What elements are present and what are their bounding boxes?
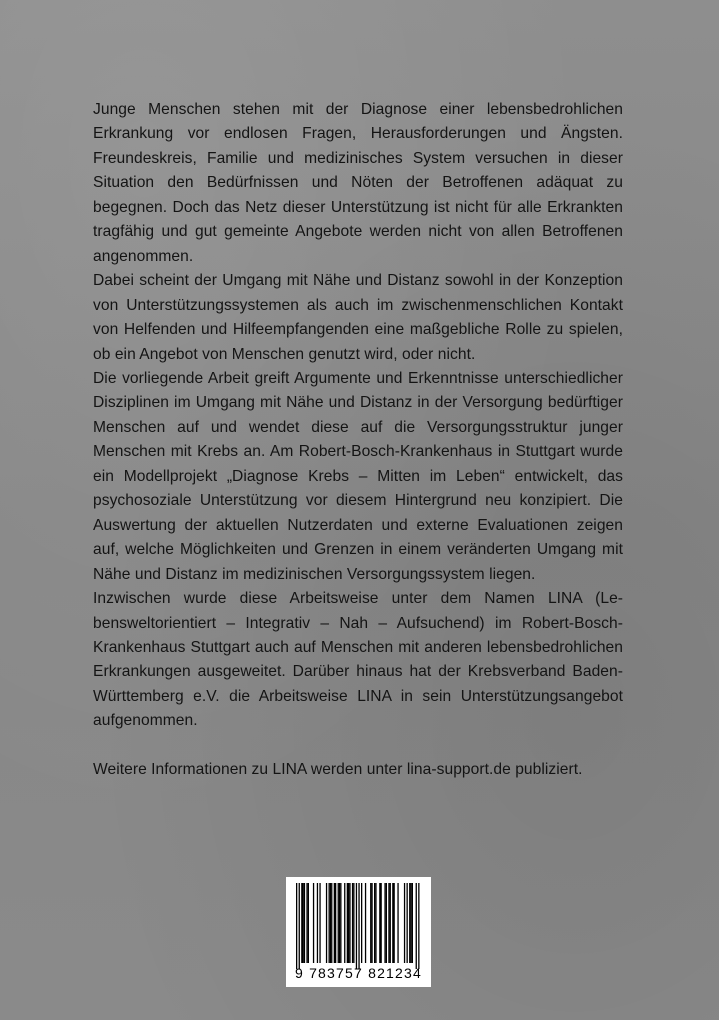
barcode-bar (352, 883, 353, 963)
barcode-bar (416, 883, 417, 969)
barcode-bar (384, 883, 385, 963)
barcode-bar (410, 883, 411, 963)
barcode-bar (409, 883, 410, 963)
blurb-text (93, 98, 623, 782)
barcode-bar (326, 883, 327, 963)
barcode-bar (306, 883, 307, 963)
barcode-bar (330, 883, 331, 963)
barcode-bar (348, 883, 349, 963)
isbn-barcode (286, 877, 431, 987)
barcode-bar (340, 883, 341, 963)
barcode-bar (381, 883, 382, 963)
barcode-bar (365, 883, 366, 963)
barcode-bar (335, 883, 336, 963)
blurb-paragraph-1: Junge Menschen stehen mit der Diagnose einer lebensbedrohlichen Erkrankung vor endlosen Fragen, Herausforderungen und Ängsten. Freundeskreis, Familie und medizinisches System versuchen in dieser Situation den Bedürfnissen und Nöten der Betroffenen adäquat zu begegnen. Doch das Netz dieser Unterstützung ist nicht für alle Erkrankten tragfähig und gut gemeinte Angebote werden nicht von allen Betroffenen angenommen. (93, 101, 623, 265)
barcode-bar (361, 883, 362, 963)
isbn-number: 9 783757 821234 (295, 965, 422, 981)
barcode-bar (375, 883, 376, 963)
barcode-bar (379, 883, 380, 963)
barcode-bar (397, 883, 398, 963)
barcode-bar (303, 883, 304, 963)
barcode-bar (358, 883, 359, 969)
barcode-bar (344, 883, 345, 963)
barcode-bar (329, 883, 330, 963)
barcode-bar (404, 883, 405, 963)
barcode-bar (301, 883, 302, 963)
barcode-bar (308, 883, 309, 963)
barcode-bar (388, 883, 389, 963)
barcode-bar (299, 883, 300, 969)
barcode-bar (317, 883, 318, 963)
barcode-bar (313, 883, 314, 963)
barcode-bar (371, 883, 372, 963)
barcode-bar (304, 883, 305, 963)
barcode-bar (374, 883, 375, 963)
barcode-bar (353, 883, 354, 963)
barcode-bar (347, 883, 348, 963)
barcode-bar (334, 883, 335, 963)
barcode-bar (392, 883, 393, 963)
barcode-bar (349, 883, 350, 963)
barcode-bar (412, 883, 413, 963)
barcode-bar (338, 883, 339, 963)
barcode-bar (386, 883, 387, 963)
barcode-bar (390, 883, 391, 963)
barcode-bar (296, 883, 297, 969)
barcode-bar (407, 883, 408, 963)
barcode-bar (370, 883, 371, 963)
barcode-bar (319, 883, 320, 963)
blurb-paragraph-3: Die vorliegende Arbeit greift Argumente und Erkenntnisse unterschiedlicher Disziplinen im Umgang mit Nähe und Distanz in der Versorgung bedürftiger Menschen auf und wendet diese auf die Versorgungsstruktur junger Menschen mit Krebs an. Am Robert-Bosch-Krankenhaus in Stuttgart wurde ein Modellprojekt „Diagnose Krebs – Mitten im Leben“ entwickelt, das psychosoziale Unterstützung vor diesem Hintergrund neu konzipiert. Die Auswertung der aktuellen Nutzerdaten und externe Evaluationen zeigen auf, welche Möglichkeiten und Grenzen in einem veränderten Umgang mit Nähe und Distanz im medizinischen Versorgungssystem liegen. (93, 369, 623, 583)
barcode-bar (394, 883, 395, 963)
barcode-bar (331, 883, 332, 963)
barcode-bar (339, 883, 340, 963)
info-line: Weitere Informationen zu LINA werden unter lina-support.de publiziert. (93, 760, 583, 778)
blurb-paragraph-4: Inzwischen wurde diese Arbeitsweise unter dem Namen LINA (Lebensweltorientiert – Integrativ – Nah – Aufsuchend) im Robert-Bosch-Krankenhaus Stuttgart auch auf Menschen mit anderen lebensbedrohlichen Erkrankungen ausgeweitet. Darüber hinaus hat der Krebsverband Baden-Württemberg e.V. die Arbeitsweise LINA in sein Unterstützungsangebot aufgenommen. (93, 590, 623, 730)
blurb-paragraph-2: Dabei scheint der Umgang mit Nähe und Distanz sowohl in der Konzeption von Unterstützungssystemen als auch im zwischenmenschlichen Kontakt von Helfenden und Hilfeempfangenden eine maßgebliche Rolle zu spielen, ob ein Angebot von Menschen genutzt wird, oder nicht. (93, 272, 623, 363)
barcode-bar (356, 883, 357, 969)
barcode-bar (418, 883, 419, 969)
